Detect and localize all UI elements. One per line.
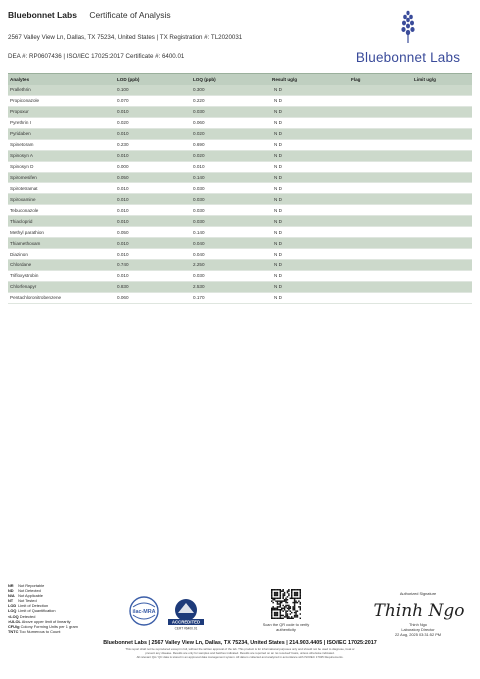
cell-lod: 0.010 <box>117 196 129 202</box>
cell-result: N D <box>274 153 282 159</box>
cell-result: N D <box>274 131 282 137</box>
cell-analyte: Thiacloprid <box>10 218 33 224</box>
verification-qr-code[interactable] <box>271 589 301 619</box>
cell-result: N D <box>274 142 282 148</box>
cell-lod: 0.010 <box>117 131 129 137</box>
a2la-accredited-logo <box>166 598 206 631</box>
bluebonnet-logo <box>352 10 464 70</box>
cell-lod: 0.050 <box>117 229 129 235</box>
abbreviation-code: CFU/g <box>8 623 20 629</box>
cell-lod: 0.010 <box>117 153 129 159</box>
cell-result: N D <box>274 196 282 202</box>
table-row <box>8 271 472 282</box>
table-row <box>8 293 472 304</box>
cell-lod: 0.010 <box>117 218 129 224</box>
abbreviation-code: NR <box>8 583 14 588</box>
ilac-mra-logo <box>128 595 160 627</box>
cell-result: N D <box>274 284 282 290</box>
cell-analyte: Trifloxystrobin <box>10 273 39 279</box>
table-row <box>8 129 472 140</box>
abbreviation-item <box>8 629 118 634</box>
abbreviation-meaning: Detected <box>19 613 36 619</box>
cell-analyte: Prallethrin <box>10 87 31 93</box>
cell-result: N D <box>274 218 282 224</box>
footer-disclaimer <box>8 648 472 659</box>
cell-analyte: Diazinon <box>10 251 28 257</box>
header-flag: Flag <box>351 77 361 82</box>
cell-loq: 0.010 <box>193 164 205 170</box>
cell-result: N D <box>274 185 282 191</box>
cell-result: N D <box>274 87 282 93</box>
footer-note-3: All relevant QA / QC data is stored in an approved data management system. All data is collected and analyzed in accordance with ISO/IEC 17025 Requirements. <box>136 654 344 659</box>
cell-result: N D <box>274 273 282 279</box>
cell-result: N D <box>274 109 282 115</box>
abbreviation-code: LOD <box>8 603 17 609</box>
cell-loq: 2.530 <box>193 284 205 290</box>
cell-result: N D <box>274 164 282 170</box>
cell-analyte: Propoxur <box>10 109 29 115</box>
table-row <box>8 205 472 216</box>
cell-analyte: Pentachloronitrobenzene <box>10 295 62 301</box>
cell-loq: 0.030 <box>193 196 205 202</box>
title-line <box>8 10 171 20</box>
footer-note-2: prevent any disease. Results are only for samples and batches indicated. Results are reported on an 'as received' basis, unless otherwise indicated. <box>145 650 335 655</box>
cell-lod: 0.740 <box>117 262 129 268</box>
cell-loq: 0.040 <box>193 251 205 257</box>
cell-analyte: Spinosyn D <box>10 164 34 170</box>
table-row <box>8 140 472 151</box>
cell-result: N D <box>274 240 282 246</box>
qr-caption: Scan the QR code to verify authenticity <box>262 622 310 632</box>
cell-lod: 0.070 <box>117 98 129 104</box>
cell-result: N D <box>274 120 282 126</box>
address-line: 2567 Valley View Ln, Dallas, TX 75234, United States | TX Registration #: TL2020031 <box>8 34 243 41</box>
table-row <box>8 107 472 118</box>
logo-text: Bluebonnet Labs <box>355 50 461 65</box>
signature-label: Authorized Signature <box>399 591 437 596</box>
cell-loq: 0.220 <box>193 98 205 104</box>
cell-analyte: Pyrethrin I <box>10 120 31 126</box>
cert-number: CERT #6400.01 <box>174 626 198 631</box>
cell-lod: 0.020 <box>117 120 129 126</box>
cell-result: N D <box>274 295 282 301</box>
cell-loq: 2.250 <box>193 262 205 268</box>
abbreviation-meaning: Not Tested <box>18 598 37 604</box>
footer-main: Bluebonnet Labs | 2567 Valley View Ln, Dallas, TX 75234, United States | 214.903.4405 | ISO/IEC 17025:2017 <box>103 640 377 646</box>
table-row <box>8 194 472 205</box>
cell-loq: 0.020 <box>193 153 205 159</box>
abbreviation-meaning: Too Numerous to Count <box>19 628 61 634</box>
header-loq: LOQ (ppb) <box>193 77 216 82</box>
cell-lod: 0.010 <box>117 185 129 191</box>
abbreviation-meaning: Not Reportable <box>18 583 45 588</box>
cell-result: N D <box>274 174 282 180</box>
cell-lod: 0.060 <box>117 295 129 301</box>
cell-loq: 0.030 <box>193 273 205 279</box>
cell-analyte: Spiromesifen <box>10 174 37 180</box>
cell-analyte: Propiconazole <box>10 98 40 104</box>
cell-lod: 0.010 <box>117 273 129 279</box>
cell-analyte: Thiamethoxam <box>10 240 41 246</box>
cell-lod: 0.010 <box>117 207 129 213</box>
cell-lod: 0.230 <box>117 142 129 148</box>
cell-loq: 0.140 <box>193 229 205 235</box>
table-row <box>8 238 472 249</box>
table-row <box>8 282 472 293</box>
cell-analyte: Spinetoram <box>10 142 34 148</box>
cell-result: N D <box>274 262 282 268</box>
abbreviation-meaning: Above upper limit of linearity <box>21 618 71 624</box>
cell-loq: 0.030 <box>193 185 205 191</box>
cell-analyte: Spirotetramat <box>10 185 38 191</box>
cell-loq: 0.170 <box>193 295 205 301</box>
document-title: Certificate of Analysis <box>89 10 171 20</box>
cell-analyte: Spinosyn A <box>10 153 33 159</box>
cell-loq: 0.020 <box>193 131 205 137</box>
dea-line: DEA #: RP0607436 | ISO/IEC 17025:2017 Certificate #: 6400.01 <box>8 53 185 60</box>
cell-analyte: Pyridaben <box>10 131 31 137</box>
footer-note-1: This report shall not be reproduced except in full, without the written approval of the lab. This product is for informational purposes only and should not be used to diagnose, treat or <box>125 647 355 651</box>
abbreviation-meaning: Not Detected <box>18 588 41 594</box>
ilac-text: ilac-MRA <box>132 608 156 615</box>
cell-lod: 0.010 <box>117 251 129 257</box>
header-result: Result ug/g <box>272 77 298 82</box>
report-footer <box>8 640 472 659</box>
cell-loq: 0.030 <box>193 109 205 115</box>
a2la-text: ACCREDITED <box>171 619 201 625</box>
cell-lod: 0.010 <box>117 109 129 115</box>
abbreviation-meaning: Not Applicable <box>18 593 43 599</box>
table-row <box>8 162 472 173</box>
cell-result: N D <box>274 98 282 104</box>
cell-loq: 0.140 <box>193 174 205 180</box>
cell-loq: 0.300 <box>193 87 205 93</box>
cell-analyte: Tebuconazole <box>10 207 39 213</box>
company-name: Bluebonnet Labs <box>8 10 77 20</box>
header-lod: LOD (ppb) <box>117 77 140 82</box>
abbreviation-legend <box>8 583 118 634</box>
cell-lod: 0.010 <box>117 240 129 246</box>
cell-analyte: Chlordane <box>10 262 32 268</box>
cell-lod: 0.050 <box>117 174 129 180</box>
handwritten-signature <box>374 597 464 623</box>
abbreviation-code: NT <box>8 598 14 604</box>
table-row <box>8 183 472 194</box>
results-table <box>8 73 472 304</box>
table-row <box>8 260 472 271</box>
cell-lod: 0.000 <box>117 164 129 170</box>
cell-analyte: Methyl parathion <box>10 229 44 235</box>
abbreviation-meaning: Limit of Detection <box>18 603 49 609</box>
signature-script: Thinh Ngo <box>374 601 464 621</box>
abbreviation-code: TNTC <box>8 628 19 634</box>
cell-loq: 0.040 <box>193 240 205 246</box>
abbreviation-code: ND <box>8 588 14 594</box>
table-row <box>8 173 472 184</box>
table-row <box>8 151 472 162</box>
cell-loq: 0.690 <box>193 142 205 148</box>
table-row <box>8 96 472 107</box>
bluebonnet-flower-icon <box>398 10 418 44</box>
header-limit: Limit ug/g <box>414 77 436 82</box>
signature-date: 22 Aug, 2025 03:31:52 PM <box>394 632 442 637</box>
cell-loq: 0.060 <box>193 120 205 126</box>
table-row <box>8 227 472 238</box>
signatory-block <box>388 622 448 637</box>
cell-result: N D <box>274 229 282 235</box>
abbreviation-code: N/A <box>8 593 15 599</box>
table-row <box>8 118 472 129</box>
table-header <box>8 73 472 85</box>
table-row <box>8 85 472 96</box>
abbreviation-code: LOQ <box>8 608 17 614</box>
cell-loq: 0.030 <box>193 218 205 224</box>
header-analytes: Analytes <box>10 77 30 82</box>
cell-result: N D <box>274 251 282 257</box>
table-row <box>8 249 472 260</box>
cell-analyte: Spiroxamine <box>10 196 36 202</box>
cell-analyte: Chlorfenapyr <box>10 284 37 290</box>
cell-loq: 0.030 <box>193 207 205 213</box>
table-body <box>8 85 472 304</box>
abbreviation-meaning: Colony Forming Units per 1 gram <box>20 623 78 629</box>
cell-lod: 0.830 <box>117 284 129 290</box>
abbreviation-code: <LOQ <box>8 613 19 619</box>
table-row <box>8 216 472 227</box>
report-header <box>8 10 472 68</box>
cell-lod: 0.100 <box>117 87 129 93</box>
cell-result: N D <box>274 207 282 213</box>
abbreviation-code: >ULOL <box>8 618 21 624</box>
signatory-title: Laboratory Director <box>401 627 435 632</box>
signatory-name: Thinh Ngo <box>409 622 427 627</box>
abbreviation-meaning: Limit of Quantification <box>18 608 56 614</box>
